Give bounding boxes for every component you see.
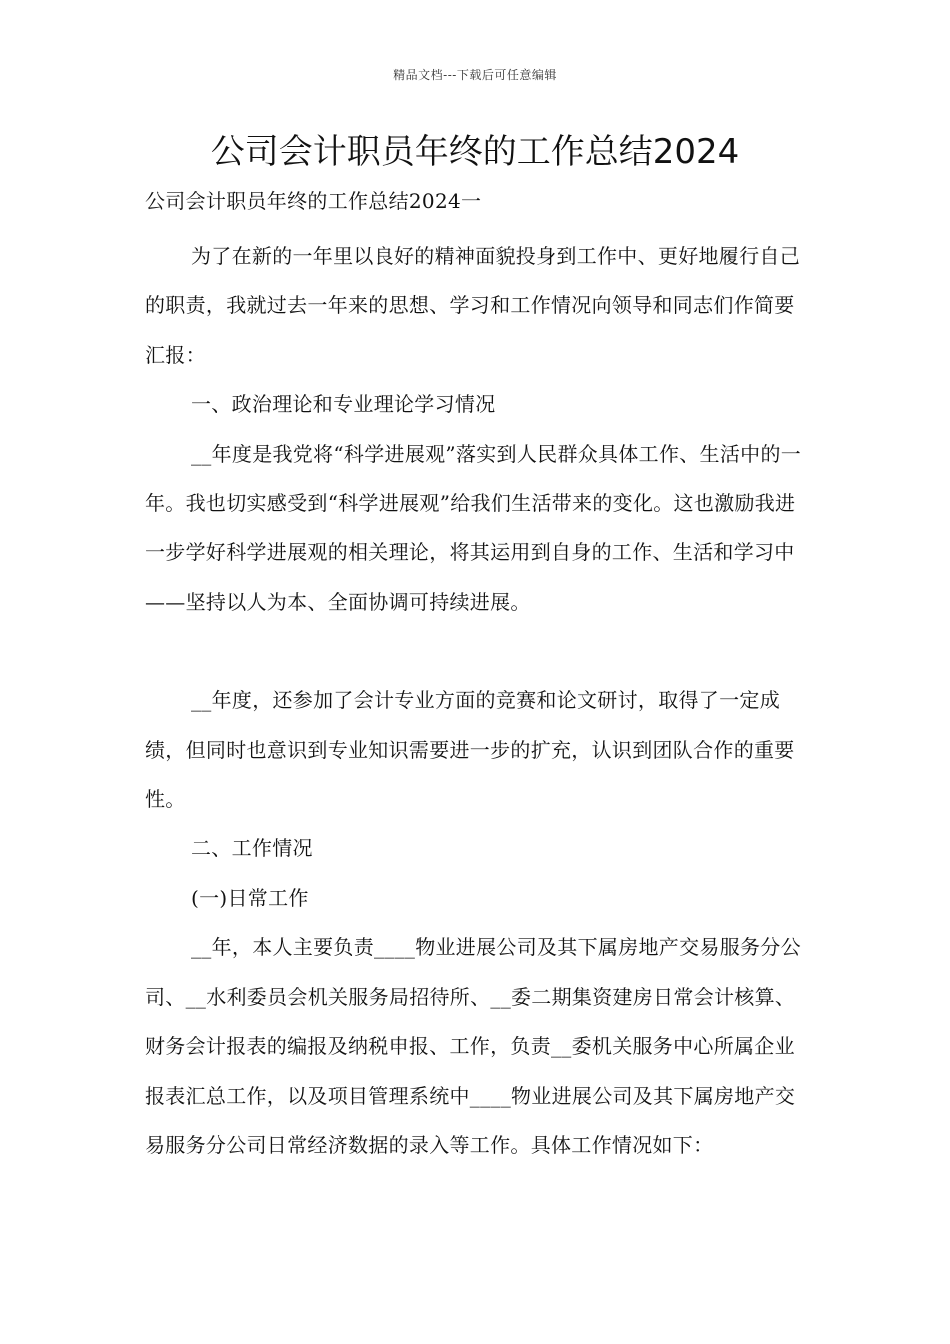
section-1-heading: 一、政治理论和专业理论学习情况 [191, 392, 496, 417]
paragraph-gap [145, 627, 810, 676]
document-title: 公司会计职员年终的工作总结2024 [210, 132, 740, 172]
intro-paragraph: 为了在新的一年里以良好的精神面貌投身到工作中、更好地履行自己的职责，我就过去一年来的思想、学习和工作情况向领导和同志们作简要汇报： [145, 244, 800, 367]
section-2-heading: 二、工作情况 [191, 836, 313, 861]
header-note: 精品文档---下载后可任意编辑 [393, 68, 557, 82]
section-2-subheading-1: (一)日常工作 [191, 885, 309, 910]
document-subtitle: 公司会计职员年终的工作总结2024一 [145, 189, 482, 213]
section-2-paragraph-1: __年，本人主要负责____物业进展公司及其下属房地产交易服务分公司、__水利委员会机关服务局招待所、__委二期集资建房日常会计核算、财务会计报表的编报及纳税申报、工作，负责__委机关服务中心所属企业报表汇总工作，以及项目管理系统中____物业进展公司及其下属房地产交易服务分公司日常经济数据的录入等工作。具体工作情况如下： [145, 935, 801, 1157]
section-1-paragraph-1: __年度是我党将“科学进展观”落实到人民群众具体工作、生活中的一年。我也切实感受到“科学进展观”给我们生活带来的变化。这也激励我进一步学好科学进展观的相关理论，将其运用到自身的工作、生活和学习中——坚持以人为本、全面协调可持续进展。 [145, 441, 802, 614]
section-1-paragraph-2: __年度，还参加了会计专业方面的竞赛和论文研讨，取得了一定成绩，但同时也意识到专业知识需要进一步的扩充，认识到团队合作的重要性。 [145, 688, 795, 812]
document-body [145, 184, 810, 1170]
